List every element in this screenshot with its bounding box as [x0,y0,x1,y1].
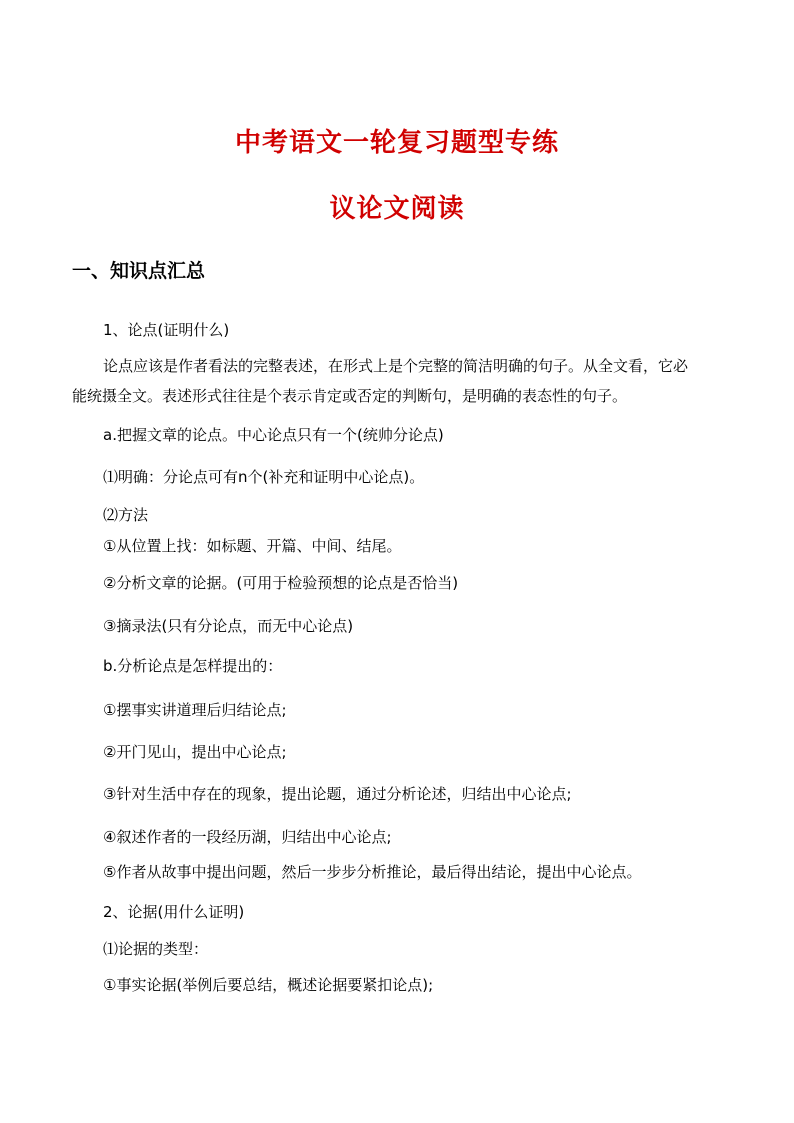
document-subtitle: 议论文阅读 [329,194,465,224]
text-line: ⑤作者从故事中提出问题，然后一步步分析推论，最后得出结论，提出中心论点。 [103,863,642,881]
text-line: ④叙述作者的一段经历湖，归结出中心论点; [103,828,392,846]
text-line: ①摆事实讲道理后归结论点; [103,701,287,719]
text-line: 能统摄全文。表述形式往往是个表示肯定或否定的判断句，是明确的表态性的句子。 [72,387,628,405]
text-line: ②分析文章的论据。(可用于检验预想的论点是否恰当) [103,574,459,592]
text-line: 2、论据(用什么证明) [103,903,245,921]
text-line: ②开门见山，提出中心论点; [103,743,287,761]
text-line: ③摘录法(只有分论点，而无中心论点) [103,617,354,635]
text-line: ⑴论据的类型： [103,940,209,958]
text-line: ③针对生活中存在的现象，提出论题，通过分析论述，归结出中心论点; [103,785,572,803]
text-line: ①从位置上找：如标题、开篇、中间、结尾。 [103,537,402,555]
text-line: 论点应该是作者看法的完整表述，在形式上是个完整的简洁明确的句子。从全文看，它必 [103,357,689,375]
text-line: ①事实论据(举例后要总结，概述论据要紧扣论点); [103,976,434,994]
document-title: 中考语文一轮复习题型专练 [234,128,559,158]
text-line: ⑴明确：分论点可有n个(补充和证明中心论点)。 [103,468,425,486]
text-line: 1、论点(证明什么) [103,321,230,339]
section-heading: 一、知识点汇总 [72,260,206,282]
text-line: a.把握文章的论点。中心论点只有一个(统帅分论点) [103,426,444,444]
text-line: ⑵方法 [103,506,149,524]
text-line: b.分析论点是怎样提出的： [103,657,283,675]
